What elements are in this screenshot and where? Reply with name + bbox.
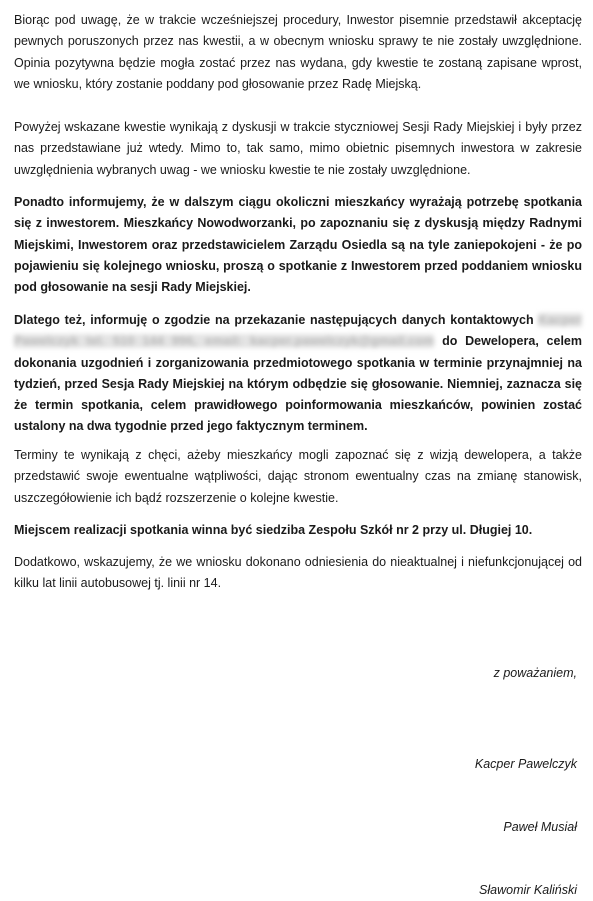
paragraph-meeting-request: Ponadto informujemy, że w dalszym ciągu okoliczni mieszkańcy wyrażają potrzebę spotkania się z inwestorem. Mieszkańcy Nowodworzanki, po zapoznaniu się z dyskusją między Radnymi Miejskimi, Inwestorem oraz przedstawicielem Zarządu Osiedla są na tyle zaniepokojeni - że po pojawieniu się kolejnego wniosku, proszą o spotkanie z Inwestorem przed poddaniem wniosku pod głosowanie na sesji Rady Miejskiej. bbox=[14, 195, 582, 295]
signature-name: Kacper Pawelczyk bbox=[474, 757, 577, 771]
closing-regards: z poważaniem, bbox=[493, 666, 577, 680]
contact-consent-rest: do Dewelopera, celem dokonania uzgodnień i zorganizowania przedmiotowego spotkania w terminie przynajmniej na tydzień, przed Sesja Rady Miejskiej na którym odbędzie się głosowanie. Niemniej, zaznacza się że termin spotkania, celem prawidłowego poinformowania mieszkańców, powinien zostać ustalony na dwa tygodnie przed jego faktycznym terminem. bbox=[14, 334, 582, 434]
paragraph-acceptance: Biorąc pod uwagę, że w trakcie wcześniejszej procedury, Inwestor pisemnie przedstawił akceptację pewnych poruszonych przez nas kwestii, a w obecnym wniosku sprawy te nie zostały uwzględnione. Opinia pozytywna będzie mogła zostać przez nas wydana, gdy kwestie te zostaną zapisane wprost, we wniosku, który zostanie poddany pod głosowanie przez Radę Miejską. bbox=[14, 13, 582, 91]
paragraph-contact-consent bbox=[14, 310, 582, 438]
paragraph-deadlines: Terminy te wynikają z chęci, ażeby mieszkańcy mogli zapoznać się z wizją dewelopera, a także przedstawić swoje ewentualne wątpliwości, dając stronom ewentualny czas na zmianę stanowisk, uszczegółowienie ich bądź rozszerzenie o kolejne kwestie. bbox=[14, 448, 582, 505]
redacted-contact-details: Kacper Pawelczyk tel. 510 144 996, email: kacper.pawelczyk@gmail.com bbox=[14, 313, 582, 349]
signature-name: Sławomir Kaliński bbox=[479, 883, 577, 897]
signature-name: Paweł Musiał bbox=[503, 820, 577, 834]
paragraph-meeting-location: Miejscem realizacji spotkania winna być siedziba Zespołu Szkół nr 2 przy ul. Długiej 10. bbox=[14, 523, 533, 537]
paragraph-session-discussion: Powyżej wskazane kwestie wynikają z dyskusji w trakcie styczniowej Sesji Rady Miejskiej i były przez nas przedstawiane już wtedy. Mimo to, tak samo, mimo obietnic pisemnych inwestora w zakresie uwzględnienia wybranych uwag - we wniosku kwestie te nie zostały uwzględnione. bbox=[14, 120, 582, 177]
contact-consent-intro: Dlatego też, informuję o zgodzie na przekazanie następujących danych kontaktowych bbox=[14, 313, 534, 327]
paragraph-bus-line: Dodatkowo, wskazujemy, że we wniosku dokonano odniesienia do nieaktualnej i niefunkcjonującej od kilku lat linii autobusowej tj. linii nr 14. bbox=[14, 555, 582, 591]
